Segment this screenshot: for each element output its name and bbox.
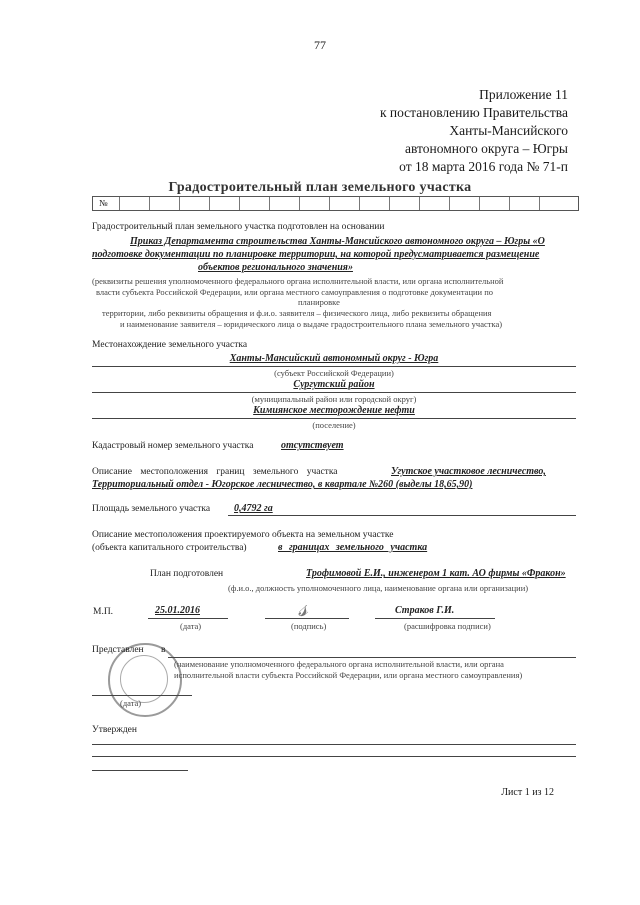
- location-district: Сургутский район: [293, 379, 375, 390]
- object-location-label1: Описание местоположения проектируемого объекта на земельном участке: [92, 530, 394, 540]
- basis-order-line3: объектов регионального значения»: [198, 262, 353, 273]
- prepared-date: 25.01.2016: [155, 605, 200, 616]
- basis-note1: (реквизиты решения уполномоченного федерального органа исполнительной власти, или органа исполнительной: [92, 276, 504, 286]
- cadastral-label: Кадастровый номер земельного участка: [92, 441, 254, 451]
- prepared-name: Страков Г.И.: [395, 605, 455, 616]
- boundaries-label: Описание местоположения границ земельного участка: [92, 467, 338, 477]
- object-location-value: в границах земельного участка: [278, 542, 428, 553]
- location-settlement-note: (поселение): [312, 420, 356, 430]
- presented-label: Представлен: [92, 645, 144, 655]
- basis-order-line1: Приказ Департамента строительства Ханты-Мансийского автономного округа – Югры «О: [130, 236, 545, 247]
- approved-label: Утвержден: [92, 725, 137, 735]
- area-label: Площадь земельного участка: [92, 504, 211, 514]
- signature-note: (подпись): [291, 621, 327, 631]
- appendix-line: к постановлению Правительства: [379, 105, 568, 120]
- presented-note1: (наименование уполномоченного федерального органа исполнительной власти, или органа: [174, 659, 504, 669]
- page-number: 77: [314, 38, 326, 52]
- prepared-value: Трофимовой Е.И., инженером 1 кат. АО фирмы «Фракон»: [306, 568, 566, 579]
- presented-note2: исполнительной власти субъекта Российской Федерации, или органа местного самоуправления): [174, 670, 523, 680]
- appendix-line: Ханты-Мансийского: [449, 123, 568, 138]
- basis-intro: Градостроительный план земельного участка подготовлен на основании: [92, 222, 385, 232]
- prepared-label: План подготовлен: [150, 569, 224, 579]
- presented-date-note: (дата): [120, 698, 142, 708]
- presented-value: в: [161, 645, 166, 655]
- location-district-note: (муниципальный район или городской округ): [251, 394, 417, 404]
- cadastral-value: отсутствует: [281, 440, 344, 451]
- name-note: (расшифровка подписи): [404, 621, 491, 631]
- basis-note2: власти субъекта Российской Федерации, или органа местного самоуправления о подготовке документации по: [96, 287, 494, 297]
- location-subject-note: (субъект Российской Федерации): [274, 368, 394, 378]
- date-note: (дата): [180, 621, 202, 631]
- location-settlement: Кимиянское месторождение нефти: [253, 405, 415, 416]
- basis-note3: планировке: [298, 297, 340, 307]
- appendix-line: автономного округа – Югры: [405, 141, 568, 156]
- handwritten-signature: 𝓈: [298, 593, 308, 622]
- basis-note4: территории, либо реквизиты обращения и ф.и.о. заявителя – физического лица, либо реквизиты обращения: [102, 308, 492, 318]
- boundaries-value-line1: Угутское участковое лесничество,: [391, 466, 546, 477]
- document-title: Градостроительный план земельного участка: [168, 180, 472, 195]
- sheet-counter: Лист 1 из 12: [501, 787, 554, 798]
- appendix-line: от 18 марта 2016 года № 71-п: [399, 159, 568, 174]
- appendix-header: [380, 86, 568, 176]
- mp-label: М.П.: [93, 607, 114, 617]
- basis-order-line2: подготовке документации по планировке территории, на которой предусматривается размещение: [92, 249, 540, 260]
- appendix-line: Приложение 11: [479, 87, 568, 102]
- number-label: №: [99, 198, 108, 208]
- prepared-note: (ф.и.о., должность уполномоченного лица, наименование органа или организации): [228, 583, 529, 593]
- object-location-label2: (объекта капитального строительства): [92, 543, 247, 553]
- location-subject: Ханты-Мансийский автономный округ - Югра: [229, 353, 439, 364]
- basis-note5: и наименование заявителя – юридического лица о выдаче градостроительного плана земельного участка): [120, 319, 503, 329]
- area-value: 0,4792 га: [234, 503, 273, 514]
- location-label: Местонахождение земельного участка: [92, 340, 248, 350]
- plan-number-table: [92, 196, 579, 211]
- boundaries-value-line2: Территориальный отдел - Югорское лесничество, в квартале №260 (выделы 18,65,90): [92, 479, 473, 490]
